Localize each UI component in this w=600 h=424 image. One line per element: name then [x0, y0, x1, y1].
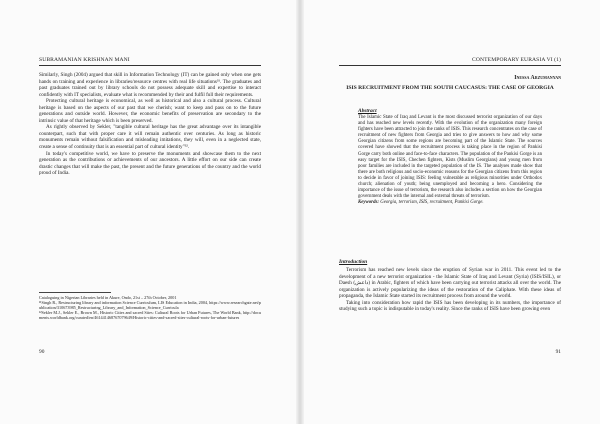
- abstract-heading: Abstract: [358, 108, 377, 114]
- left-footnotes: [39, 295, 261, 320]
- footnote-3: ³²Sekler M.J., Sekler E., Brown M., Historic Cities and sacred Sites: Cultural Roots for Urban Futures, The World Bank, http://documents.worldbank.org/curated/en/461441468767079649/Historic-cities-and-sacred-sites-cultural-roots-for-urban-futures: [39, 310, 261, 321]
- article-author: Inessa Arzumanyan: [514, 75, 561, 81]
- left-paragraph-1: Similarly, Singh (2004) argued that skill in Information Technology (IT) can be gained only when one gets hands on training and experience in libraries/resource centres with real life situations³¹. The graduates and past graduates trained out by library schools do not possess adequate skill and expertise to interact confidently with IT specialists, evaluate what is recommended by their and fulfil full their requirements.: [39, 72, 261, 98]
- left-header-rule: [39, 65, 261, 66]
- article-title: ISIS RECRUITMENT FROM THE SOUTH CAUCASUS: THE CASE OF GEORGIA: [346, 85, 554, 91]
- keywords-text: Georgia, terrorism, ISIS, recruitment, Pankisi Gorge.: [380, 200, 484, 206]
- right-page: [300, 0, 600, 424]
- right-header-rule: [339, 65, 561, 66]
- right-page-number: 91: [555, 349, 561, 355]
- footnote-1: Cataloguing in Nigerian Libraries held in Akure, Ondo, 21st – 27th October, 2001: [39, 295, 177, 300]
- keywords-line: [358, 200, 542, 206]
- left-paragraph-4: In today's competitive world, we have to preserve the monuments and showcase them to the next generation as the contributions or achievements of our ancestors. A little effort on our side can create drastic changes that will make the past, the present and the future generations of the country and the world proud of India.: [39, 150, 261, 177]
- left-paragraph-3: As rightly observed by Sekler, "tangible cultural heritage has the great advantage over its intangible counterpart, such that with proper care it will remain authentic over centuries. As long as historic monuments remain without falsification and misleading imitations, they will, even in a neglected state, create a sense of continuity that is an essential part of cultural identity"³².: [39, 124, 261, 151]
- footnote-2: ³¹Singh R., Restructuring library and information Science Curriculum, LIS Education in India, 2004, https://www.researchgate.net/publication/310673985_Restructuring_Library_and_Information_Science_Curricula: [39, 300, 261, 311]
- right-paragraph-2: Taking into consideration how rapid the ISIS has been developing in its numbers, the importance of studying such a topic is indisputable in today's reality. Since the ranks of ISIS have been growing even: [339, 299, 561, 313]
- left-running-head: SUBRAMANIAN KRISHNAN MANI: [39, 57, 130, 63]
- left-paragraph-2: Protecting cultural heritage is economical, as well as historical and also a cultural process. Cultural heritage is based on the aspects of our past that we cherish; want to keep and pass on to the future generations and outside world. However, the economic benefits of preservation are secondary to the intrinsic value of that heritage which is been preserved.: [39, 98, 261, 124]
- abstract-text: The Islamic State of Iraq and Levant is the most discussed terrorist organization of our days and has reached new levels recently. With the evolution of the organization many foreign fighters have been attracted to join the ranks of ISIS. This research concentrates on the case of recruitment of new fighters from Georgia and tries to give answers to how and why some Georgian citizens from some regions are becoming part of the Islamic State. The sources covered have showed that the recruitment process is taking place in the region of Pankisi Gorge carry both online and face-to-face characters. The population of the Pankisi Gorge is an easy target for the ISIS, Chechen fighters, Kists (Muslim Georgians) and young men from poor families are included in the targeted population of the IS. The analyses made show that there are both religious and socio-economic reasons for the Georgian citizens from this region to decide in favor of joining ISIS: feeling vulnerable as religious minorities under Orthodox church; alienation of youth; being unemployed and becoming a hero. Considering the importance of the issue of terrorism, the research also includes a section on how the Georgian government deals with the internal and external threats of terrorism.: [358, 115, 542, 200]
- right-paragraph-1: Terrorism has reached new levels since the eruption of Syrian war in 2011. This event led to the development of a new terrorist organization - the Islamic State of Iraq and Levant (Syria) (ISIS/ISIL), or Daesh (داعش) in Arabic, fighters of which have been carrying out terrorist attacks all over the world. The organization is actively popularizing the ideas of the restoration of the Caliphate. With these ideas of propaganda, the Islamic State started its recruitment process from around the world.: [339, 267, 562, 300]
- introduction-heading: Introduction: [339, 259, 368, 265]
- keywords-label: Keywords:: [358, 200, 379, 206]
- left-body-text: [39, 72, 261, 177]
- right-running-head: CONTEMPORARY EURASIA VI (1): [472, 57, 561, 63]
- left-page-number: 90: [39, 349, 45, 355]
- right-body-text: [339, 267, 561, 313]
- footnote-rule: [39, 292, 111, 293]
- book-gutter: [296, 0, 304, 424]
- abstract-block: [358, 115, 542, 206]
